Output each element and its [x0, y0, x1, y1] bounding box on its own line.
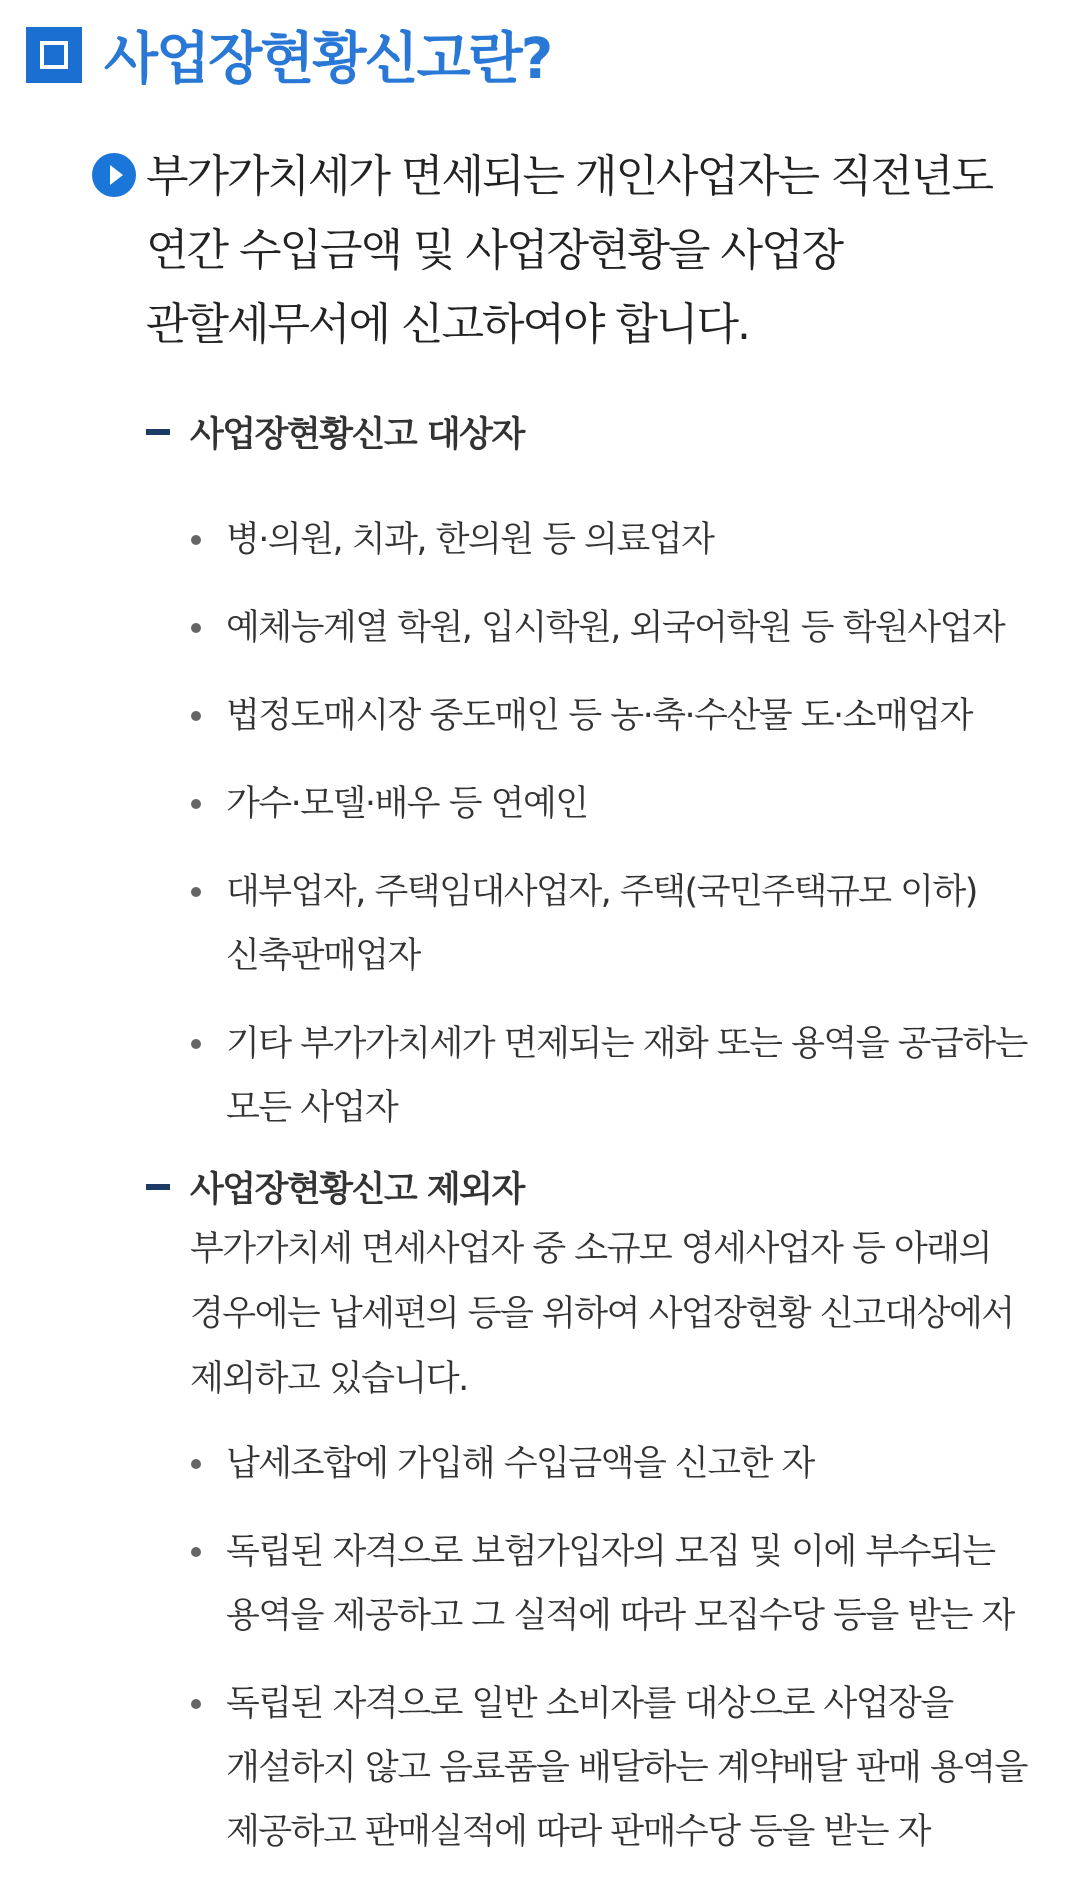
item-line: 가수·모델·배우 등 연예인: [226, 784, 588, 824]
section-description: [190, 1217, 1066, 1412]
bullet-dot-icon: [191, 623, 201, 633]
bullet-dot-icon: [191, 1039, 201, 1049]
item-line: 독립된 자격으로 보험가입자의 모집 및 이에 부수되는: [226, 1532, 995, 1572]
list-item: [146, 1520, 1066, 1648]
bullet-dot-icon: [191, 799, 201, 809]
lead-text: [146, 140, 992, 362]
bullet-dot-icon: [191, 711, 201, 721]
desc-line: 부가가치세 면세사업자 중 소규모 영세사업자 등 아래의: [190, 1229, 991, 1269]
list-item: [146, 596, 1066, 660]
desc-line: 경우에는 납세편의 등을 위하여 사업장현황 신고대상에서: [190, 1294, 1014, 1334]
bullet-dot-icon: [191, 535, 201, 545]
item-line: 독립된 자격으로 일반 소비자를 대상으로 사업장을: [226, 1684, 953, 1724]
title-row: [26, 18, 551, 92]
item-line: 제공하고 판매실적에 따라 판매수당 등을 받는 자: [226, 1812, 930, 1852]
play-circle-icon: [92, 153, 136, 197]
target-list: [146, 508, 1066, 1140]
item-line: 법정도매시장 중도매인 등 농·축·수산물 도·소매업자: [226, 696, 972, 736]
excluded-section: [146, 1157, 1066, 1888]
lead-line: 부가가치세가 면세되는 개인사업자는 직전년도: [146, 151, 993, 202]
item-line: 개설하지 않고 음료품을 배달하는 계약배달 판매 용역을: [226, 1748, 1027, 1788]
square-icon: [26, 27, 82, 83]
item-line: 병·의원, 치과, 한의원 등 의료업자: [226, 520, 714, 560]
dash-icon: [146, 1184, 170, 1190]
list-item: [146, 1672, 1066, 1864]
lead-paragraph: [92, 140, 1062, 362]
section-header: [146, 1157, 1066, 1217]
item-line: 용역을 제공하고 그 실적에 따라 모집수당 등을 받는 자: [226, 1596, 1014, 1636]
list-item: [146, 508, 1066, 572]
list-item: [146, 860, 1066, 988]
section-title: 사업장현황신고 제외자: [190, 1170, 524, 1210]
list-item: [146, 684, 1066, 748]
item-line: 모든 사업자: [226, 1088, 398, 1128]
item-line: 신축판매업자: [226, 936, 420, 976]
item-line: 기타 부가가치세가 면제되는 재화 또는 용역을 공급하는: [226, 1024, 1027, 1064]
item-line: 예체능계열 학원, 입시학원, 외국어학원 등 학원사업자: [226, 608, 1005, 648]
bullet-dot-icon: [191, 887, 201, 897]
list-item: [146, 772, 1066, 836]
excluded-list: [146, 1432, 1066, 1864]
bullet-dot-icon: [191, 1699, 201, 1709]
section-title: 사업장현황신고 대상자: [190, 415, 524, 455]
page-title: 사업장현황신고란?: [104, 27, 552, 92]
list-item: [146, 1012, 1066, 1140]
target-section: [146, 402, 1066, 1164]
section-header: [146, 402, 1066, 462]
dash-icon: [146, 429, 170, 435]
lead-line: 관할세무서에 신고하여야 합니다.: [146, 299, 750, 350]
bullet-dot-icon: [191, 1459, 201, 1469]
desc-line: 제외하고 있습니다.: [190, 1359, 468, 1399]
item-line: 대부업자, 주택임대사업자, 주택(국민주택규모 이하): [226, 872, 977, 912]
list-item: [146, 1432, 1066, 1496]
bullet-dot-icon: [191, 1547, 201, 1557]
item-line: 납세조합에 가입해 수입금액을 신고한 자: [226, 1444, 814, 1484]
lead-line: 연간 수입금액 및 사업장현황을 사업장: [146, 225, 843, 276]
